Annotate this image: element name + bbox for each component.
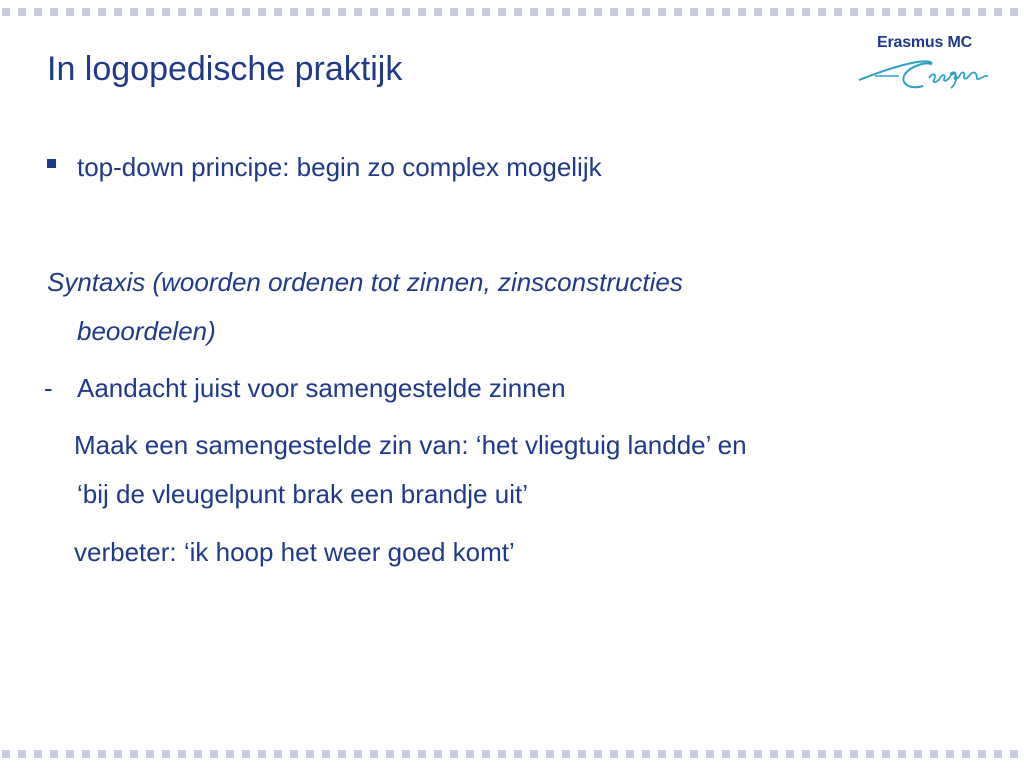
example-line-1: Maak een samengestelde zin van: ‘het vliegtuig landde’ en bbox=[74, 430, 747, 460]
slide-title: In logopedische praktijk bbox=[47, 50, 403, 88]
bullet-text-top-down: top-down principe: begin zo complex mogelijk bbox=[77, 152, 602, 182]
syntax-heading-line-1: Syntaxis (woorden ordenen tot zinnen, zinsconstructies bbox=[47, 267, 683, 297]
example-line-3: verbeter: ‘ik hoop het weer goed komt’ bbox=[74, 537, 515, 567]
dash-item-text: Aandacht juist voor samengestelde zinnen bbox=[77, 373, 566, 403]
syntax-heading-line-2: beoordelen) bbox=[77, 316, 216, 346]
square-bullet-icon bbox=[47, 159, 56, 168]
logo-brand-text: Erasmus MC bbox=[877, 34, 972, 51]
dash-marker: - bbox=[44, 373, 53, 403]
example-line-2: ‘bij de vleugelpunt brak een brandje uit’ bbox=[77, 479, 528, 509]
